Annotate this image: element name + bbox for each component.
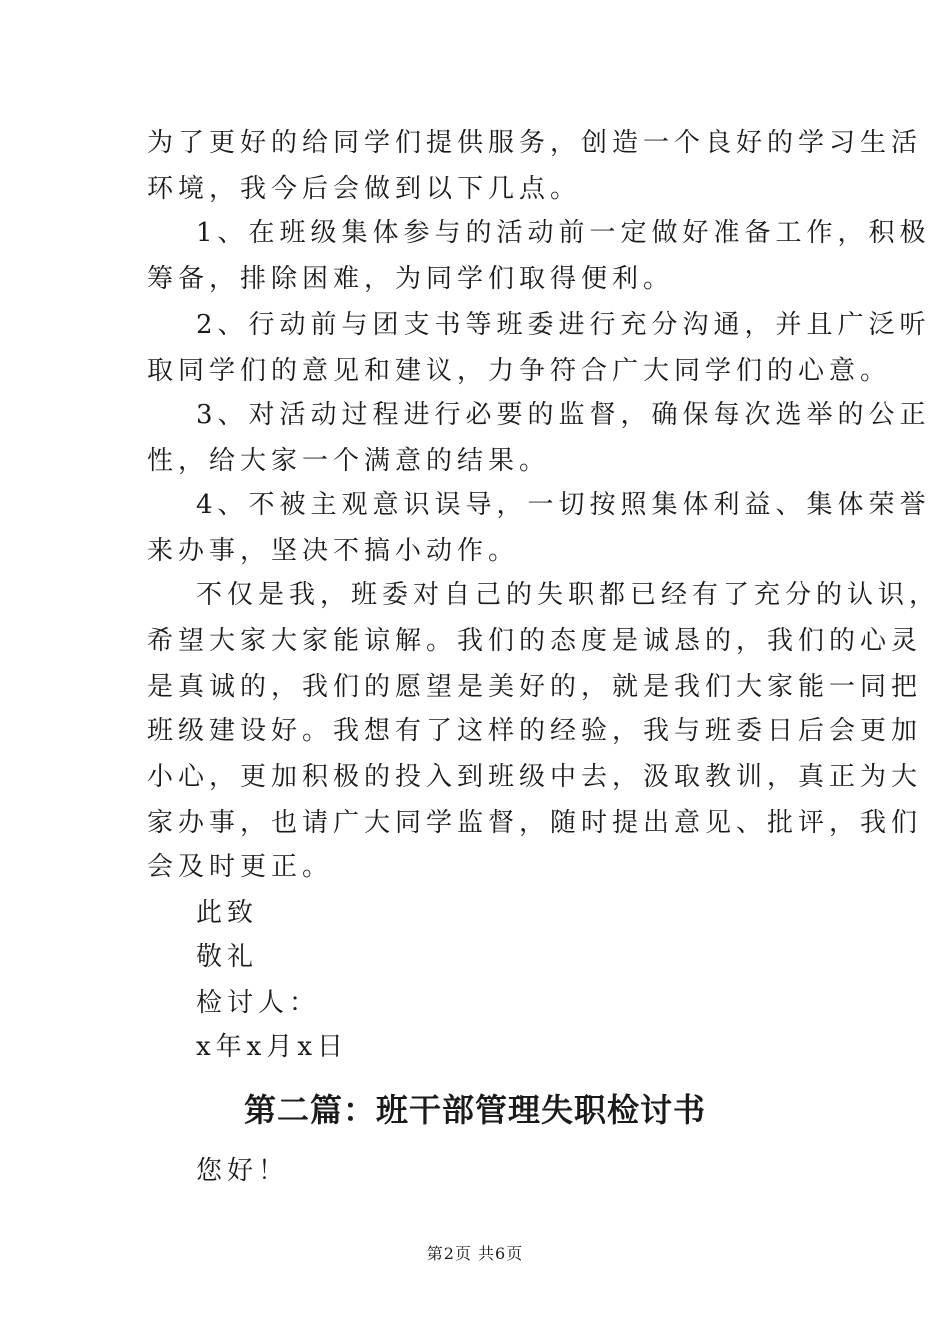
paragraph-line: 筹备，排除困难，为同学们取得便利。	[147, 264, 675, 294]
greeting-line: 您好！	[196, 1156, 290, 1186]
paragraph-line: 希望大家大家能谅解。我们的态度是诚恳的，我们的心灵	[147, 626, 923, 656]
paragraph-line: 小心，更加积极的投入到班级中去，汲取教训，真正为大	[147, 762, 923, 792]
paragraph-line: 班级建设好。我想有了这样的经验，我与班委日后会更加	[147, 716, 923, 746]
signature-line: 检讨人：	[196, 988, 321, 1018]
paragraph-line: 性，给大家一个满意的结果。	[147, 446, 551, 476]
paragraph-line: 来办事，坚决不搞小动作。	[147, 536, 520, 566]
paragraph-line: 不仅是我，班委对自己的失职都已经有了充分的认识，	[196, 580, 941, 610]
paragraph-line: 4、不被主观意识误导，一切按照集体利益、集体荣誉	[196, 490, 931, 520]
page-footer: 第2页 共6页	[426, 1244, 524, 1263]
paragraph-line: 环境，我今后会做到以下几点。	[147, 174, 582, 204]
paragraph-line: 1、在班级集体参与的活动前一定做好准备工作，积极	[196, 218, 931, 248]
section-title: 第二篇：班干部管理失职检讨书	[243, 1091, 706, 1129]
closing-line: 此致	[196, 898, 259, 928]
paragraph-line: 取同学们的意见和建议，力争符合广大同学们的心意。	[147, 356, 892, 386]
paragraph-line: 为了更好的给同学们提供服务，创造一个良好的学习生活	[147, 128, 923, 158]
date-line: x年x月x日	[196, 1032, 348, 1062]
paragraph-line: 家办事，也请广大同学监督，随时提出意见、批评，我们	[147, 808, 923, 838]
paragraph-line: 3、对活动过程进行必要的监督，确保每次选举的公正	[196, 400, 931, 430]
paragraph-line: 2、行动前与团支书等班委进行充分沟通，并且广泛听	[196, 310, 931, 340]
closing-line: 敬礼	[196, 942, 259, 972]
paragraph-line: 会及时更正。	[147, 852, 334, 882]
paragraph-line: 是真诚的，我们的愿望是美好的，就是我们大家能一同把	[147, 672, 923, 702]
